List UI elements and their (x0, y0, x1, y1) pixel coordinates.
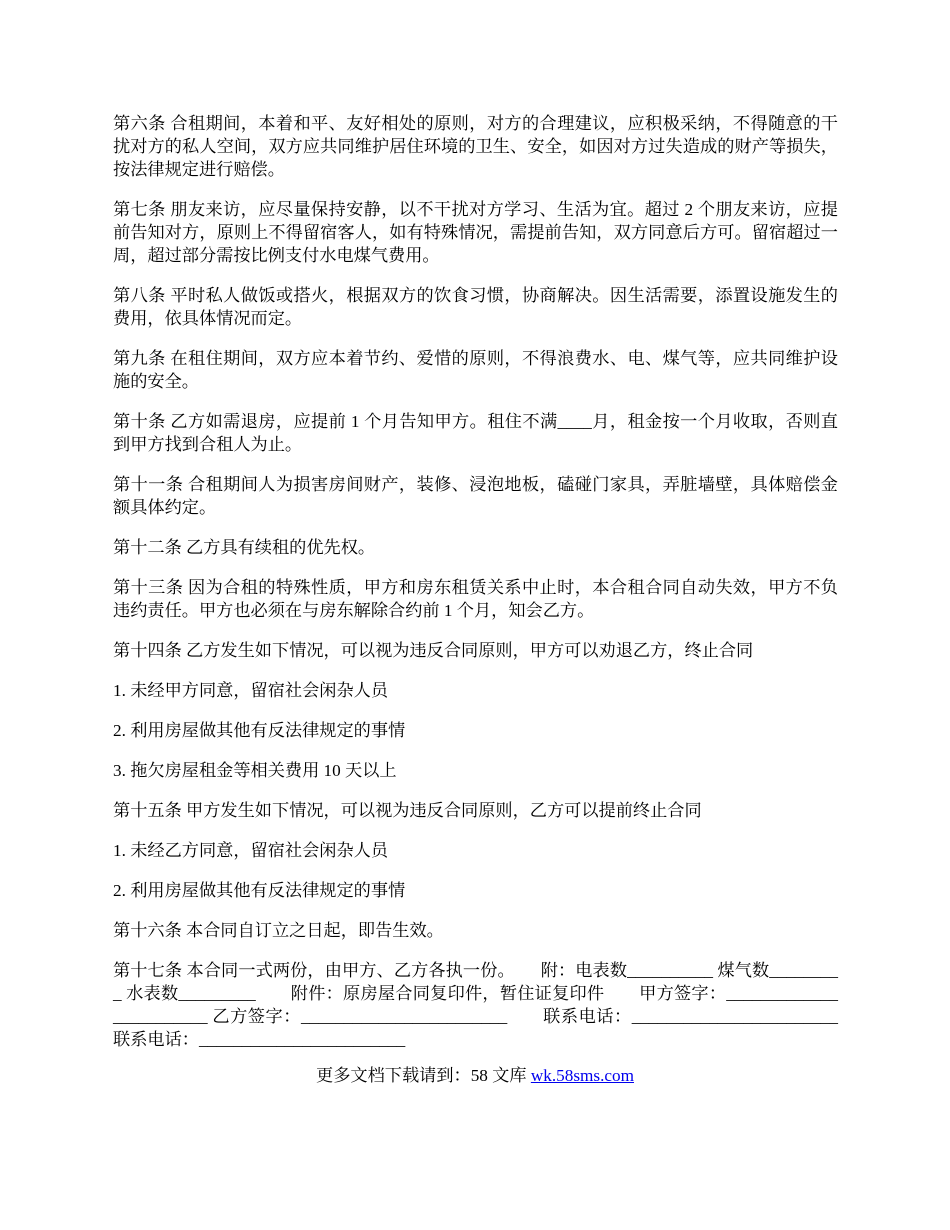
clause-10: 第十条 乙方如需退房，应提前 1 个月告知甲方。租住不满____月，租金按一个月收取，否则直到甲方找到合租人为止。 (113, 412, 838, 454)
clause-7: 第七条 朋友来访，应尽量保持安静，以不干扰对方学习、生活为宜。超过 2 个朋友来访，应提前告知对方，原则上不得留宿客人，如有特殊情况，需提前告知，双方同意后方可。留宿超过一周，超过部分需按比例支付水电煤气费用。 (113, 200, 838, 265)
clause-14-item-3: 3. 拖欠房屋租金等相关费用 10 天以上 (113, 761, 397, 780)
clause-15-item-2: 2. 利用房屋做其他有反法律规定的事情 (113, 881, 406, 900)
clause-6: 第六条 合租期间，本着和平、友好相处的原则，对方的合理建议，应积极采纳，不得随意的干扰对方的私人空间，双方应共同维护居住环境的卫生、安全，如因对方过失造成的财产等损失，按法律规定进行赔偿。 (113, 114, 838, 179)
clause-15: 第十五条 甲方发生如下情况，可以视为违反合同原则，乙方可以提前终止合同 (113, 801, 702, 820)
clause-8: 第八条 平时私人做饭或搭火，根据双方的饮食习惯，协商解决。因生活需要，添置设施发生的费用，依具体情况而定。 (113, 286, 838, 328)
clause-14: 第十四条 乙方发生如下情况，可以视为违反合同原则，甲方可以劝退乙方，终止合同 (113, 641, 754, 660)
footer-link[interactable]: wk.58sms.com (530, 1066, 634, 1085)
clause-9: 第九条 在租住期间，双方应本着节约、爱惜的原则，不得浪费水、电、煤气等，应共同维护设施的安全。 (113, 349, 838, 391)
clause-14-item-1: 1. 未经甲方同意，留宿社会闲杂人员 (113, 681, 389, 700)
download-footer (0, 1064, 950, 1087)
document-body (113, 112, 838, 1051)
clause-16: 第十六条 本合同自订立之日起，即告生效。 (113, 921, 444, 940)
footer-prefix: 更多文档下载请到：58 文库 (316, 1066, 531, 1085)
clause-13: 第十三条 因为合租的特殊性质，甲方和房东租赁关系中止时，本合租合同自动失效，甲方不负违约责任。甲方也必须在与房东解除合约前 1 个月，知会乙方。 (113, 578, 838, 620)
clause-17-signature-block: 第十七条 本合同一式两份，由甲方、乙方各执一份。 附：电表数__________ 煤气数_________ 水表数_________ 附件：原房屋合同复印件，暂住证复印件 甲方签字：________________________ 乙方签字：________________________ 联系电话：________________________ 联系电话：________________________ (113, 961, 838, 1049)
clause-15-item-1: 1. 未经乙方同意，留宿社会闲杂人员 (113, 841, 389, 860)
clause-14-item-2: 2. 利用房屋做其他有反法律规定的事情 (113, 721, 406, 740)
clause-12: 第十二条 乙方具有续租的优先权。 (113, 538, 376, 557)
clause-11: 第十一条 合租期间人为损害房间财产，装修、浸泡地板，磕碰门家具，弄脏墙壁，具体赔偿金额具体约定。 (113, 475, 838, 517)
